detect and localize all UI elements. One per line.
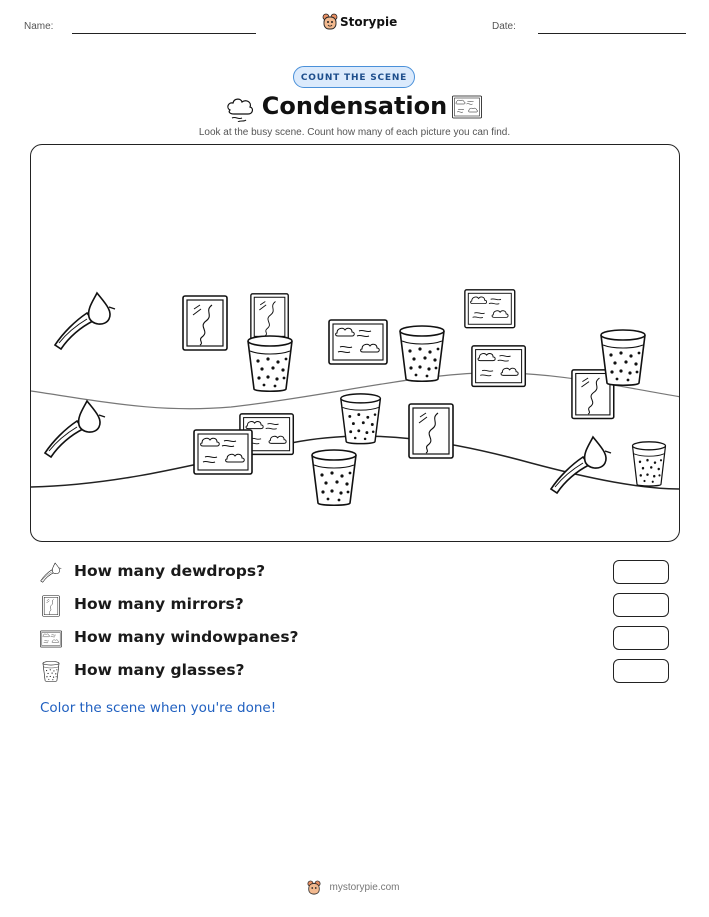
footer-url[interactable]: mystorypie.com [329, 882, 400, 893]
question-mirrors [40, 593, 680, 619]
color-note: Color the scene when you're done! [40, 700, 277, 716]
question-windowpanes [40, 626, 680, 652]
dewdrop-2 [45, 401, 105, 457]
glass-2 [400, 326, 444, 381]
windowpane-5 [194, 430, 252, 474]
dewdrop-3 [551, 437, 611, 493]
glass-6 [633, 442, 666, 486]
scene-drawing [31, 145, 680, 542]
window-pane-title-icon [452, 95, 482, 119]
brand-name: Storypie [340, 15, 398, 29]
mirror-1 [183, 296, 227, 350]
date-label: Date: [492, 21, 516, 32]
name-field[interactable] [72, 33, 256, 34]
question-text: How many mirrors? [74, 595, 244, 613]
mirror-2 [251, 294, 288, 340]
date-field[interactable] [538, 33, 686, 34]
count-the-scene-badge: COUNT THE SCENE [293, 66, 415, 88]
instructions: Look at the busy scene. Count how many of each picture you can find. [198, 127, 511, 138]
question-text: How many windowpanes? [74, 628, 299, 646]
glass-4 [341, 394, 381, 444]
windowpane-icon [40, 628, 62, 650]
glass-5 [312, 450, 356, 505]
dewdrop-1 [55, 293, 115, 349]
glass-1 [248, 336, 292, 391]
page-title: Condensation [261, 92, 448, 120]
question-glasses [40, 659, 680, 685]
glass-icon [40, 661, 62, 683]
question-text: How many glasses? [74, 661, 245, 679]
answer-box-dewdrops[interactable] [613, 560, 669, 584]
answer-box-windowpanes[interactable] [613, 626, 669, 650]
question-dewdrops [40, 560, 680, 586]
mirror-icon [40, 595, 62, 617]
name-label: Name: [24, 21, 54, 32]
question-text: How many dewdrops? [74, 562, 266, 580]
busy-scene [30, 144, 680, 542]
mirror-3 [409, 404, 453, 458]
answer-box-glasses[interactable] [613, 659, 669, 683]
answer-box-mirrors[interactable] [613, 593, 669, 617]
storypie-logo-icon [322, 13, 338, 30]
dewdrop-icon [40, 562, 62, 584]
windowpane-2 [465, 290, 515, 328]
windowpane-1 [329, 320, 387, 364]
glass-3 [601, 330, 645, 385]
windowpane-3 [472, 346, 525, 386]
